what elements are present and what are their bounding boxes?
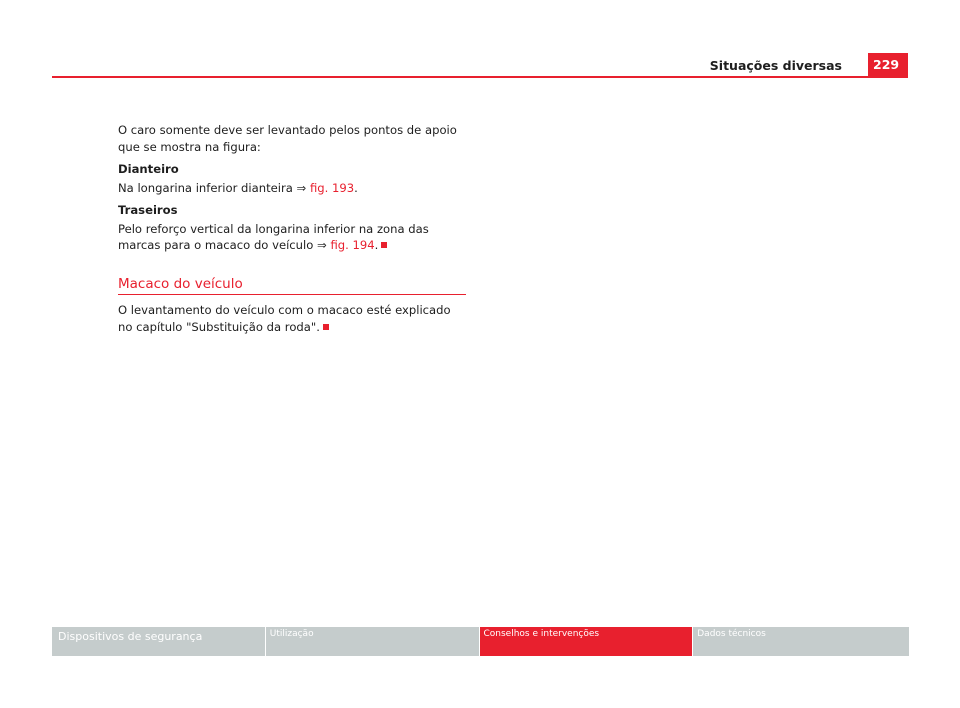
page-number: 229 [868, 53, 908, 77]
footer-navigation [52, 627, 909, 656]
rear-paragraph [118, 221, 468, 254]
footer-tab-dados-tecnicos[interactable]: Dados técnicos [693, 627, 909, 656]
end-of-section-square-icon [381, 242, 387, 248]
section-heading: Macaco do veículo [118, 276, 466, 295]
figure-link-194[interactable]: fig. 194 [330, 238, 375, 252]
header-rule [52, 76, 908, 78]
footer-tab-utilizacao[interactable]: Utilização [266, 627, 479, 656]
footer-tab-conselhos-e-intervencoes[interactable]: Conselhos e intervenções [480, 627, 693, 656]
rear-suffix: . [374, 238, 379, 252]
figure-link-193[interactable]: fig. 193 [309, 180, 355, 195]
front-text: Na longarina inferior dianteira [118, 180, 293, 195]
cross-reference-arrow-icon: ⇒ [317, 238, 327, 252]
front-paragraph [118, 180, 468, 197]
section-paragraph [118, 302, 468, 335]
front-heading: Dianteiro [118, 162, 179, 176]
end-of-section-square-icon [323, 324, 329, 330]
section-text: O levantamento do veículo com o macaco esté explicado no capítulo "Substituição da roda". [118, 303, 451, 334]
cross-reference-arrow-icon: ⇒ [296, 180, 307, 195]
chapter-title: Situações diversas [709, 58, 842, 73]
intro-paragraph: O caro somente deve ser levantado pelos pontos de apoio que se mostra na figura: [118, 123, 457, 154]
rear-text: Pelo reforço vertical da longarina inferior na zona das marcas para o macaco do veículo [118, 221, 429, 252]
front-suffix: . [354, 180, 358, 195]
rear-heading: Traseiros [118, 203, 178, 217]
main-content [118, 122, 468, 254]
footer-tab-dispositivos-de-seguranca[interactable]: Dispositivos de segurança [52, 627, 265, 656]
